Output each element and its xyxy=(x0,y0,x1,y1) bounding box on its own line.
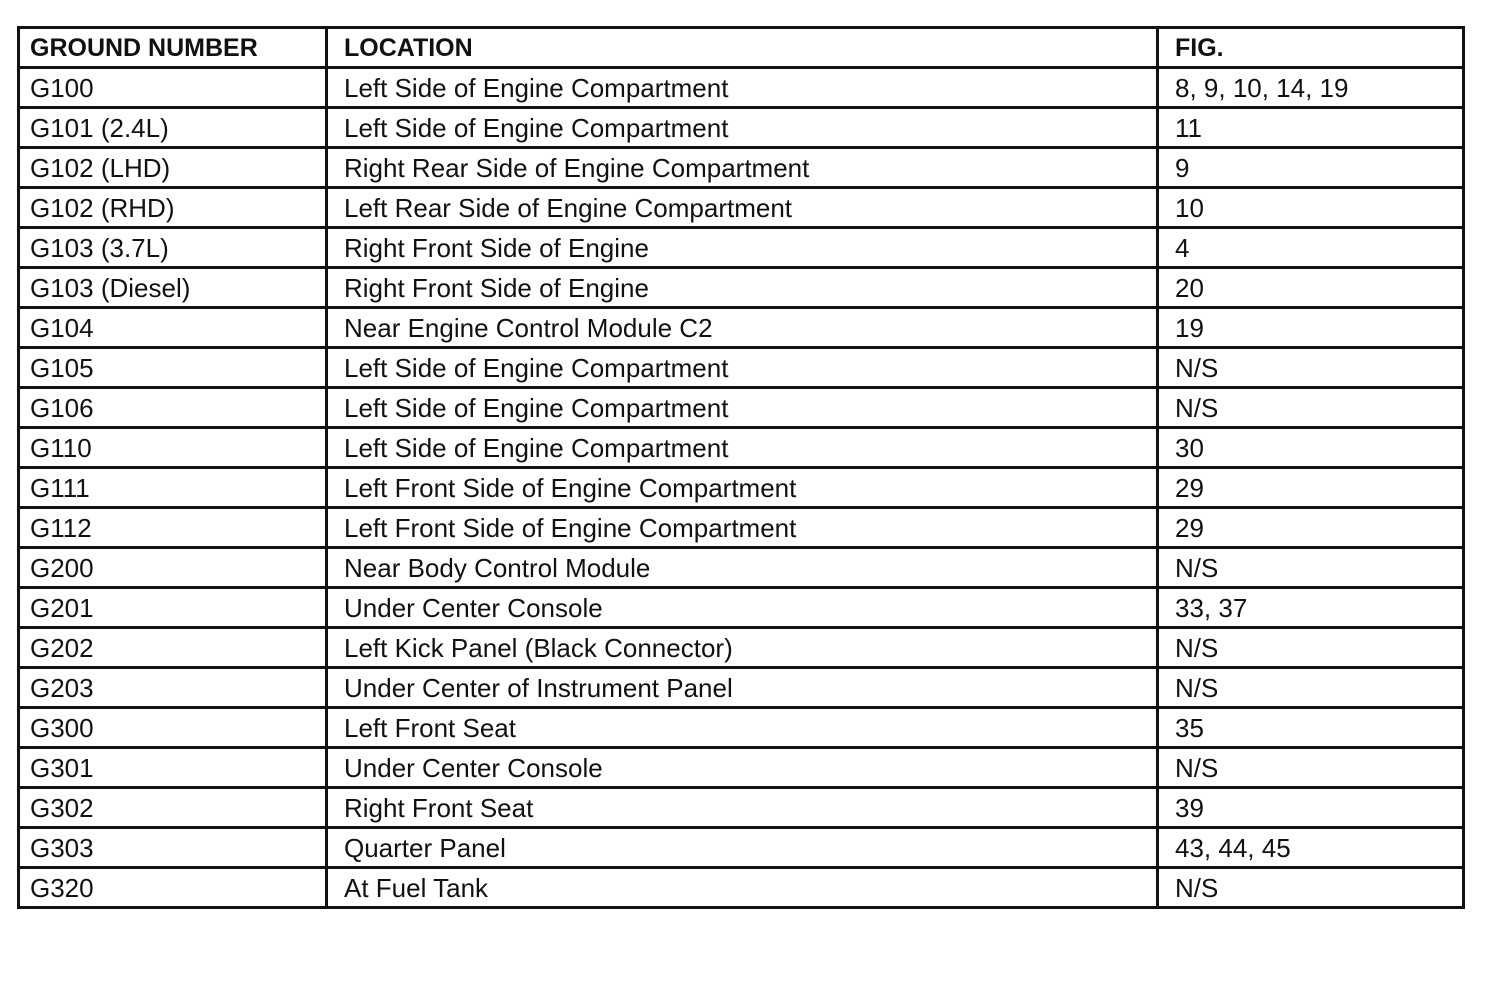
location-cell: Under Center Console xyxy=(327,588,1158,628)
location-cell: At Fuel Tank xyxy=(327,868,1158,908)
fig-cell: 33, 37 xyxy=(1158,588,1464,628)
fig-cell: 19 xyxy=(1158,308,1464,348)
table-body xyxy=(19,68,1464,908)
table-row xyxy=(19,388,1464,428)
ground-number-cell: G300 xyxy=(19,708,327,748)
fig-cell: N/S xyxy=(1158,548,1464,588)
location-cell: Near Engine Control Module C2 xyxy=(327,308,1158,348)
ground-number-cell: G110 xyxy=(19,428,327,468)
table-row xyxy=(19,828,1464,868)
table-row xyxy=(19,428,1464,468)
location-cell: Right Front Seat xyxy=(327,788,1158,828)
table-row xyxy=(19,708,1464,748)
table-row xyxy=(19,108,1464,148)
header-location: LOCATION xyxy=(327,28,1158,68)
location-cell: Under Center Console xyxy=(327,748,1158,788)
table-row xyxy=(19,548,1464,588)
ground-number-cell: G106 xyxy=(19,388,327,428)
fig-cell: 39 xyxy=(1158,788,1464,828)
fig-cell: 30 xyxy=(1158,428,1464,468)
fig-cell: 20 xyxy=(1158,268,1464,308)
ground-locations-table xyxy=(17,26,1465,909)
table-row xyxy=(19,268,1464,308)
fig-cell: 43, 44, 45 xyxy=(1158,828,1464,868)
fig-cell: N/S xyxy=(1158,668,1464,708)
location-cell: Left Kick Panel (Black Connector) xyxy=(327,628,1158,668)
location-cell: Left Rear Side of Engine Compartment xyxy=(327,188,1158,228)
ground-number-cell: G320 xyxy=(19,868,327,908)
location-cell: Left Side of Engine Compartment xyxy=(327,388,1158,428)
ground-number-cell: G111 xyxy=(19,468,327,508)
location-cell: Left Side of Engine Compartment xyxy=(327,68,1158,108)
location-cell: Left Side of Engine Compartment xyxy=(327,348,1158,388)
fig-cell: 29 xyxy=(1158,468,1464,508)
fig-cell: 29 xyxy=(1158,508,1464,548)
ground-number-cell: G103 (3.7L) xyxy=(19,228,327,268)
ground-number-cell: G301 xyxy=(19,748,327,788)
table-header-row xyxy=(19,28,1464,68)
fig-cell: 11 xyxy=(1158,108,1464,148)
ground-number-cell: G202 xyxy=(19,628,327,668)
ground-number-cell: G303 xyxy=(19,828,327,868)
table-row xyxy=(19,228,1464,268)
fig-cell: 4 xyxy=(1158,228,1464,268)
ground-number-cell: G104 xyxy=(19,308,327,348)
table-row xyxy=(19,748,1464,788)
location-cell: Right Rear Side of Engine Compartment xyxy=(327,148,1158,188)
table-row xyxy=(19,468,1464,508)
fig-cell: 8, 9, 10, 14, 19 xyxy=(1158,68,1464,108)
ground-number-cell: G100 xyxy=(19,68,327,108)
table-row xyxy=(19,868,1464,908)
ground-number-cell: G103 (Diesel) xyxy=(19,268,327,308)
table-row xyxy=(19,628,1464,668)
location-cell: Left Front Seat xyxy=(327,708,1158,748)
fig-cell: N/S xyxy=(1158,348,1464,388)
location-cell: Left Side of Engine Compartment xyxy=(327,108,1158,148)
fig-cell: 10 xyxy=(1158,188,1464,228)
table-row xyxy=(19,668,1464,708)
ground-number-cell: G102 (RHD) xyxy=(19,188,327,228)
ground-number-cell: G200 xyxy=(19,548,327,588)
ground-number-cell: G101 (2.4L) xyxy=(19,108,327,148)
location-cell: Left Front Side of Engine Compartment xyxy=(327,508,1158,548)
ground-number-cell: G201 xyxy=(19,588,327,628)
ground-number-cell: G203 xyxy=(19,668,327,708)
location-cell: Right Front Side of Engine xyxy=(327,228,1158,268)
table-row xyxy=(19,588,1464,628)
table-row xyxy=(19,788,1464,828)
location-cell: Near Body Control Module xyxy=(327,548,1158,588)
fig-cell: N/S xyxy=(1158,868,1464,908)
table-row xyxy=(19,148,1464,188)
table-row xyxy=(19,188,1464,228)
table-row xyxy=(19,68,1464,108)
fig-cell: N/S xyxy=(1158,748,1464,788)
location-cell: Quarter Panel xyxy=(327,828,1158,868)
ground-number-cell: G105 xyxy=(19,348,327,388)
location-cell: Right Front Side of Engine xyxy=(327,268,1158,308)
fig-cell: N/S xyxy=(1158,628,1464,668)
location-cell: Under Center of Instrument Panel xyxy=(327,668,1158,708)
header-ground-number: GROUND NUMBER xyxy=(19,28,327,68)
header-fig: FIG. xyxy=(1158,28,1464,68)
table-row xyxy=(19,508,1464,548)
table-row xyxy=(19,348,1464,388)
fig-cell: 9 xyxy=(1158,148,1464,188)
table-row xyxy=(19,308,1464,348)
fig-cell: 35 xyxy=(1158,708,1464,748)
fig-cell: N/S xyxy=(1158,388,1464,428)
location-cell: Left Side of Engine Compartment xyxy=(327,428,1158,468)
ground-number-cell: G102 (LHD) xyxy=(19,148,327,188)
ground-number-cell: G302 xyxy=(19,788,327,828)
ground-number-cell: G112 xyxy=(19,508,327,548)
location-cell: Left Front Side of Engine Compartment xyxy=(327,468,1158,508)
